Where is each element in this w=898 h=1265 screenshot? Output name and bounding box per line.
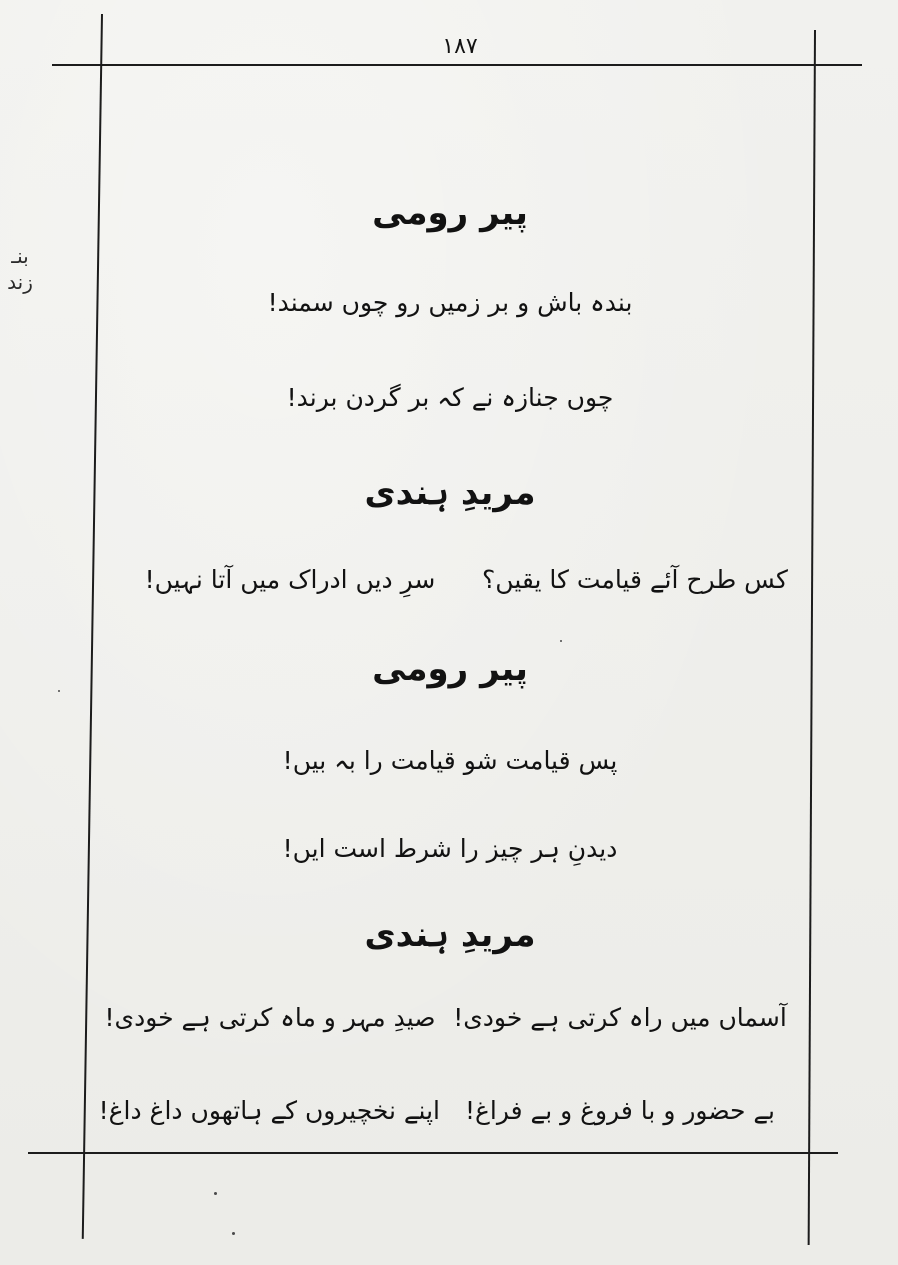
left-rule [82, 14, 103, 1239]
verse-line-right: آسماں میں راہ کرتی ہے خودی! [453, 1003, 787, 1032]
verse-line-left: کس طرح آئے قیامت کا یقیں؟ [482, 565, 788, 594]
scan-speck [58, 690, 60, 692]
verse-line-right: بے حضور و با فروغ و بے فراغ! [464, 1096, 776, 1125]
page-number: ۱۸۷ [442, 34, 478, 59]
right-rule [808, 30, 816, 1245]
scan-speck [232, 1232, 235, 1235]
verse-line: بندہ باش و بر زمیں رو چوں سمند! [267, 288, 633, 317]
section-heading-murid-hindi-1: مریدِ ہندی [364, 473, 536, 513]
bottom-rule [28, 1152, 838, 1154]
section-heading-pir-rumi-1: پیر رومی [372, 193, 528, 233]
verse-line-left: صیدِ مہر و ماہ کرتی ہے خودی! [104, 1003, 436, 1032]
verse-line-right: سرِ دیں ادراک میں آتا نہیں! [144, 565, 436, 594]
section-heading-murid-hindi-2: مریدِ ہندی [364, 915, 536, 955]
verse-line-left: اپنے نخچیروں کے ہاتھوں داغ داغ! [98, 1096, 440, 1125]
top-rule [52, 64, 862, 66]
verse-line: پس قیامت شو قیامت را بہ بیں! [282, 746, 618, 775]
verse-line: دیدنِ ہر چیز را شرط است ایں! [282, 834, 618, 863]
scan-speck [560, 640, 562, 642]
verse-line: چوں جنازہ نے کہ بر گردن برند! [286, 383, 614, 412]
section-heading-pir-rumi-2: پیر رومی [372, 649, 528, 689]
scan-speck [214, 1192, 217, 1195]
margin-note-line-1: بنـ [11, 244, 29, 268]
margin-note-line-2: زند [7, 270, 33, 294]
